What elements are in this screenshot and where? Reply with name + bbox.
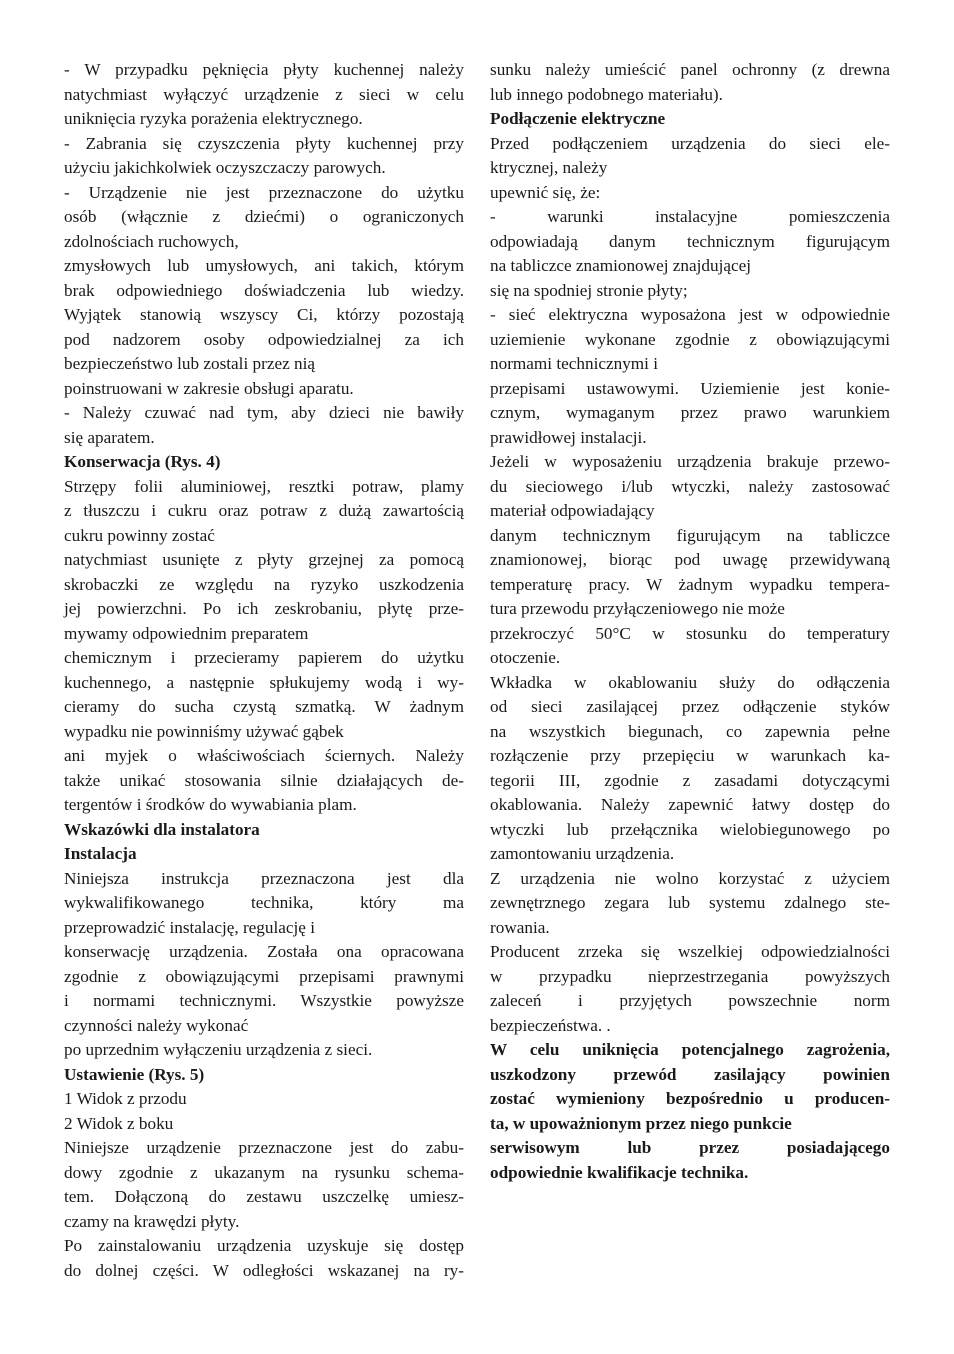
text-line: zgodnie z obowiązującymi przepisami prawnymi <box>64 966 464 986</box>
text-line: się na spodniej stronie płyty; <box>490 280 688 300</box>
text-line: czamy na krawędzi płyty. <box>64 1211 240 1231</box>
text-line: - Należy czuwać nad tym, aby dzieci nie bawiły <box>64 403 464 422</box>
text-line: użyciu jakichkolwiek oczyszczaczy parowych. <box>64 158 386 177</box>
text-line: tem. Dołączoną do zestawu uszczelkę umiesz- <box>64 1187 464 1206</box>
heading-line: Instalacja <box>64 844 137 863</box>
text-line: lub innego podobnego materiału). <box>490 84 723 104</box>
text-line: przeprowadzić instalację, regulację i <box>64 917 315 937</box>
text-line: sunku należy umieścić panel ochronny (z drewna <box>490 60 890 79</box>
text-line: skrobaczki ze względu na ryzyko uszkodzenia <box>64 574 464 594</box>
text-line: po uprzednim wyłączeniu urządzenia z sieci. <box>64 1040 373 1059</box>
heading-line: Ustawienie (Rys. 5) <box>64 1064 205 1084</box>
text-line: chemicznym i przecieramy papierem do użytku <box>64 648 464 667</box>
text-line: i normami technicznymi. Wszystkie powyższe <box>64 991 464 1010</box>
heading-line: ta, w upoważnionym przez niego punkcie <box>490 1113 792 1133</box>
text-line: na tabliczce znamionowej znajdującej <box>490 256 752 275</box>
text-line: tura przewodu przyłączeniowego nie może <box>490 599 785 618</box>
heading-line: Konserwacja (Rys. 4) <box>64 452 221 471</box>
text-line: tergentów i środków do wywabiania plam. <box>64 795 357 814</box>
text-line: prawidłowej instalacji. <box>490 427 647 447</box>
text-line: temperaturę pracy. W żadnym wypadku tempera- <box>490 574 890 594</box>
text-line: Przed podłączeniem urządzenia do sieci ele- <box>490 133 890 153</box>
left-column <box>64 58 464 1283</box>
text-line: cznym, wymaganym przez prawo warunkiem <box>490 403 890 422</box>
heading-line: uszkodzony przewód zasilający powinien <box>490 1064 890 1084</box>
text-line: natychmiast wyłączyć urządzenie z sieci w celu <box>64 84 464 104</box>
text-line: ani myjek o właściwościach ściernych. Należy <box>64 746 464 765</box>
text-line: także unikać stosowania silnie działających de- <box>64 770 464 790</box>
text-line: Po zainstalowaniu urządzenia uzyskuje się dostęp <box>64 1236 464 1255</box>
text-line: przekroczyć 50°C w stosunku do temperatury <box>490 623 890 643</box>
text-line: Wyjątek stanowią wszyscy Ci, którzy pozostają <box>64 305 464 324</box>
text-line: 1 Widok z przodu <box>64 1089 187 1108</box>
heading-line: W celu uniknięcia potencjalnego zagrożenia, <box>490 1040 890 1059</box>
text-line: mywamy odpowiednim preparatem <box>64 623 309 643</box>
text-line: czynności należy wykonać <box>64 1015 249 1035</box>
text-line: przepisami ustawowymi. Uziemienie jest konie- <box>490 378 890 398</box>
text-line: zdolnościach ruchowych, <box>64 231 239 251</box>
text-line: Jeżeli w wyposażeniu urządzenia brakuje przewo- <box>490 452 890 471</box>
text-line: - warunki instalacyjne pomieszczenia <box>490 207 890 226</box>
heading-line: serwisowym lub przez posiadającego <box>490 1138 890 1157</box>
heading-line: zostać wymieniony bezpośrednio u producen- <box>490 1089 890 1108</box>
text-line: na wszystkich biegunach, co zapewnia pełne <box>490 721 890 741</box>
text-line: Niniejsza instrukcja przeznaczona jest dla <box>64 868 464 888</box>
text-line: pod nadzorem osoby odpowiedzialnej za ich <box>64 329 464 349</box>
text-line: natychmiast usunięte z płyty grzejnej za pomocą <box>64 550 464 569</box>
text-line: - Zabrania się czyszczenia płyty kuchennej przy <box>64 133 464 153</box>
text-line: danym technicznym figurującym na tabliczce <box>490 525 890 545</box>
text-line: zewnętrznego zegara lub systemu zdalnego ste- <box>490 893 890 912</box>
text-line: brak odpowiedniego doświadczenia lub wiedzy. <box>64 280 464 300</box>
text-line: rozłączenie przy przepięciu w warunkach ka- <box>490 746 890 765</box>
text-line: 2 Widok z boku <box>64 1113 174 1133</box>
text-line: - W przypadku pęknięcia płyty kuchennej należy <box>64 60 464 79</box>
text-line: w przypadku nieprzestrzegania powyższych <box>490 966 890 986</box>
text-line: zamontowaniu urządzenia. <box>490 844 675 863</box>
text-line: osób (włącznie z dziećmi) o ograniczonych <box>64 207 464 226</box>
text-line: uniknięcia ryzyka porażenia elektrycznego. <box>64 109 363 128</box>
text-line: okablowania. Należy zapewnić łatwy dostęp do <box>490 795 890 814</box>
text-line: Strzępy folii aluminiowej, resztki potraw, plamy <box>64 476 464 496</box>
text-line: wykwalifikowanego technika, który ma <box>64 893 464 912</box>
text-line: ktrycznej, należy <box>490 158 608 177</box>
text-line: zmysłowych lub umysłowych, ani takich, którym <box>64 256 464 275</box>
text-line: kuchennego, a następnie spłukujemy wodą i wy- <box>64 672 464 692</box>
text-line: uziemienie wykonane zgodnie z obowiązującymi <box>490 329 890 349</box>
text-line: - Urządzenie nie jest przeznaczone do użytku <box>64 182 464 202</box>
text-line: wypadku nie powinniśmy używać gąbek <box>64 721 344 741</box>
text-line: upewnić się, że: <box>490 182 601 202</box>
text-line: normami technicznymi i <box>490 354 659 373</box>
heading-line: Wskazówki dla instalatora <box>64 819 260 839</box>
text-line: materiał odpowiadający <box>490 501 655 520</box>
heading-line: odpowiednie kwalifikacje technika. <box>490 1162 749 1182</box>
text-line: do dolnej części. W odległości wskazanej na ry- <box>64 1260 464 1280</box>
text-line: du sieciowego i/lub wtyczki, należy zastosować <box>490 476 890 496</box>
text-line: - sieć elektryczna wyposażona jest w odpowiednie <box>490 305 890 324</box>
heading-line: Podłączenie elektryczne <box>490 109 666 128</box>
text-line: Producent zrzeka się wszelkiej odpowiedzialności <box>490 942 890 961</box>
text-line: się aparatem. <box>64 427 155 447</box>
text-line: poinstruowani w zakresie obsługi aparatu. <box>64 378 354 398</box>
text-line: bezpieczeństwa. . <box>490 1015 611 1035</box>
text-line: znamionowej, biorąc pod uwagę przewidywaną <box>490 550 890 569</box>
right-column <box>490 58 890 1185</box>
text-line: z tłuszczu i cukru oraz potraw z dużą zawartością <box>64 501 464 520</box>
text-line: jej powierzchni. Po ich zeskrobaniu, płytę prze- <box>64 599 464 618</box>
text-line: cieramy do sucha czystą szmatką. W żadnym <box>64 697 464 716</box>
text-line: konserwację urządzenia. Została ona opracowana <box>64 942 464 961</box>
text-line: zaleceń i przyjętych powszechnie norm <box>490 991 890 1010</box>
text-line: odpowiadają danym technicznym figurującym <box>490 231 890 251</box>
text-line: Wkładka w okablowaniu służy do odłączenia <box>490 672 890 692</box>
text-line: dowy zgodnie z ukazanym na rysunku schema- <box>64 1162 464 1182</box>
text-line: tegorii III, zgodnie z zasadami dotyczącymi <box>490 770 890 790</box>
text-line: wtyczki lub przełącznika wielobiegunowego po <box>490 819 890 839</box>
text-line: od sieci zasilającej przez odłączenie styków <box>490 697 890 716</box>
text-line: Z urządzenia nie wolno korzystać z użyciem <box>490 868 890 888</box>
text-line: rowania. <box>490 917 550 937</box>
text-line: bezpieczeństwo lub zostali przez nią <box>64 354 316 373</box>
text-line: cukru powinny zostać <box>64 525 215 545</box>
text-line: otoczenie. <box>490 648 561 667</box>
text-line: Niniejsze urządzenie przeznaczone jest do zabu- <box>64 1138 464 1157</box>
